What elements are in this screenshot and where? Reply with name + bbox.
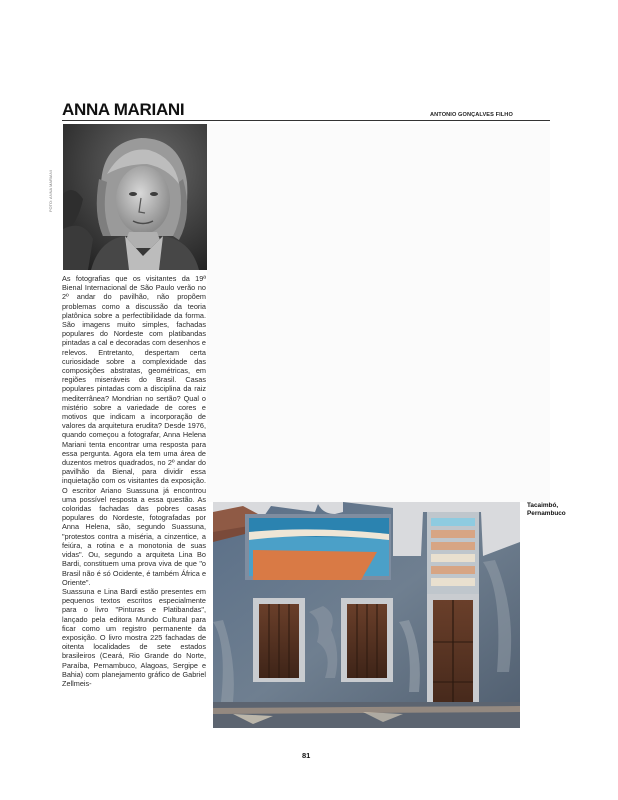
portrait-photo-graphic xyxy=(63,124,207,270)
portrait-photo xyxy=(63,124,207,270)
caption-line: Pernambuco xyxy=(527,509,566,517)
faded-photo-area xyxy=(207,124,550,502)
article-body xyxy=(62,274,206,688)
caption-line: Tacaimbó, xyxy=(527,502,559,509)
body-paragraph: Suassuna e Lina Bardi estão presentes em pequenos textos escritos especialmente para o livro "Pinturas e Platibandas", lançado pela editora Mundo Cultural para ficar como um registro permanente da exposição. O livro mostra 225 fachadas de oitenta localidades de sete estados brasileiros (Ceará, Rio Grande do Norte, Paraíba, Pernambuco, Alagoas, Sergipe e Bahia) com planejamento gráfico de Gabriel Zellmeis- xyxy=(62,586,206,688)
author-byline: ANTONIO GONÇALVES FILHO xyxy=(430,112,513,118)
photo-credit: FOTO: ANNA MARIANI xyxy=(48,170,53,212)
photo-caption xyxy=(527,502,566,517)
body-paragraph: As fotografias que os visitantes da 19ª Bienal Internacional de São Paulo verão no 2º andar do pavilhão, não propõem problemas como a discussão da teoria platônica sobre a perfectibilidade da forma. São imagens muito simples, fachadas populares do Nordeste com platibandas pintadas a cal e decoradas com desenhos e relevos. Entretanto, despertam certa curiosidade sobre a complexidade das composições abstratas, geométricas, em regiões miseráveis do Brasil. Casas populares pintadas com a disciplina da raiz mediterrânea? Mondrian no sertão? Qual o mistério sobre a variedade de cores e motivos que indicam a incorporação de valores da arquitetura erudita? Desde 1976, quando começou a fotografar, Anna Helena Mariani tenta encontrar uma resposta para essa pergunta. Agora ela tem uma área de duzentos metros quadrados, no 2º andar do pavilhão da Bienal, para dividir essa inquietação com os visitantes da exposição. O escritor Ariano Suassuna já encontrou uma possível resposta a essa questão. As coloridas fachadas das pobres casas populares do Nordeste, fotografadas por Anna Helena, são, segundo Suassuna, "protestos contra a miséria, a cinzentice, a feiúra, a rotina e a monotonia de suas vidas". Ou, segundo a arquiteta Lina Bo Bardi, constituem uma prova viva de que "o Brasil não é só Ocidente, é também África e Oriente". xyxy=(62,274,206,587)
article-title: ANNA MARIANI xyxy=(62,100,185,119)
page-number: 81 xyxy=(302,751,311,760)
house-facade-graphic xyxy=(213,502,520,728)
facade-photo xyxy=(213,502,520,728)
header-rule xyxy=(62,120,550,121)
